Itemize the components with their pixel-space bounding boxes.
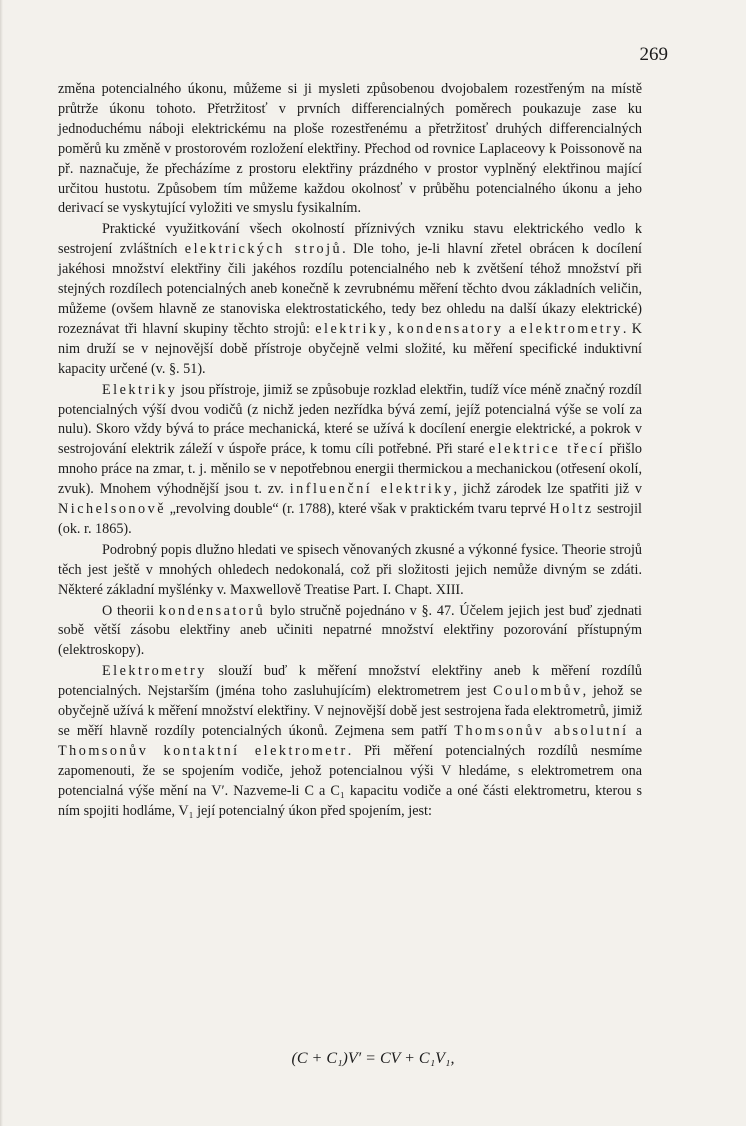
text-run: . K nim druží se v nejnovější době přístroje obyčejně velmi složité, ku měření specifické induktivní kapacity určené (v. §. 51). [58, 320, 642, 377]
spaced-term: Elektriky [102, 381, 178, 398]
text-run: bylo stručně pojednáno v §. 47. Účelem jejich jest buď zjednati sobě větší zásobu elektřiny aneb učiniti nepatrné množství elektřiny pozorování přístupným (elektroskopy). [58, 602, 642, 659]
text-run: , jichž zárodek lze spatřiti již v [453, 481, 642, 498]
text-run: Praktické využitkování všech okolností příznivých vzniku stavu elektrického vedlo k sestrojení zvláštních [58, 221, 642, 258]
spaced-term: Elektrometry [102, 663, 207, 680]
text-run: . Dle toho, je-li hlavní zřetel obrácen k docílení jakéhosi množství elektřiny čili jakéhos rozdílu potencialného neb k zvětšení téhož množství při stejných rozdílech potencialných aneb konečně k zevrubnému měření těchto dvou základních veličin, můžeme (ovšem hlavně ze stanoviska elektrostatického, tedy bez ohledu na další úkazy elektrické) rozeznávat tři hlavní skupiny těchto strojů: [58, 241, 642, 337]
text-run: slouží buď k měření množství elektřiny aneb k měření rozdílů potencialných. Nejstarším (jména toho zasluhujícím) elektrometrem jest [58, 663, 642, 700]
text-run: , jehož se obyčejně užívá k měření množství elektřiny. V nejnovější době jest sestrojena řada elektrometrů, jimiž se měří hlavně rozdíly potencialných úkonů. Zejmena sem patří [58, 683, 642, 739]
paragraph [58, 662, 642, 821]
text-run: a [628, 723, 642, 739]
paragraph [58, 80, 642, 219]
spaced-term: Coulombův [493, 683, 583, 700]
spaced-term: Thomsonův kontaktní elektrometr [58, 742, 348, 759]
text-run: změna potencialného úkonu, můžeme si ji mysleti způsobenou dvojobalem rozestřeným na místě průtrže úkonu tohoto. Přetržitosť v prvních differencialných poměrech poukazuje zase ku jednoduchému náboji elektrickému na ploše rozestřenému a přetržitosť druhých differencialných poměrů ku změně v prostorovém rozložení elektřiny. Přechod od rovnice Laplaceovy k Poissonově na př. naznačuje, že přecházíme z prostoru elektřiny prázdného v prostor vyplněný elektřinou mající určitou hustotu. Způsobem tím můžeme každou okolnosť v průběhu potencialného úkonu a jeho derivací se vyskytující vyložiti ve smyslu fysikalním. [58, 81, 642, 217]
spaced-term: influenční elektriky [289, 481, 454, 498]
text-run: Podrobný popis dlužno hledati ve spisech věnovaných zkusné a výkonné fysice. Theorie strojů těch jest ještě v mnohých ohledech nedokonalá, což při složitosti jejich nemůže divným se zdáti. Některé základní myšlénky v. Maxwellově Treatise Part. I. Chapt. XIII. [58, 541, 642, 598]
paragraph [58, 220, 642, 379]
text-body [58, 80, 642, 822]
spaced-term: elektrice třecí [488, 441, 606, 458]
spaced-term: elektrických strojů [184, 241, 343, 258]
formula: (C + C₁)V′ = CV + C₁V₁, [291, 1050, 455, 1067]
text-run: . Při měření potencialných rozdílů nesmíme zapomenouti, že se spojením vodiče, jehož potencialnou výši V hledáme, s elektrometrem ona potencialná výše mění na V′. Nazveme-li C a C₁ kapacitu vodiče a oné části elektrometru, kterou s ním spojiti hodláme, V₁ její potencialný úkon před spojením, jest: [58, 742, 642, 819]
text-run: sestrojil (ok. r. 1865). [58, 501, 642, 537]
spaced-term: kondensatorů [158, 602, 266, 619]
paragraph [58, 602, 642, 662]
text-run: přišlo mnoho práce na zmar, t. j. měnilo se v nepotřebnou energii thermickou a mechanickou (otřesení okolí, zvuk). Mnohem výhodnější jsou t. zv. [58, 441, 642, 498]
text-run: a [503, 320, 521, 337]
spaced-term: elektriky [315, 320, 389, 337]
spaced-term: Nichelsonově [58, 501, 167, 518]
text-run: „revolving double“ (r. 1788), které však v praktickém tvaru teprvé [166, 501, 550, 518]
paragraph [58, 541, 642, 601]
page-number: 269 [639, 44, 668, 65]
page-edge [0, 0, 3, 1126]
spaced-term: kondensatory [397, 320, 504, 337]
text-run: , [388, 320, 398, 337]
text-run: jsou přístroje, jimiž se způsobuje rozklad elektřin, tudíž více méně značný rozdíl potencialných výší dvou vodičů (z nichž jeden nezřídka bývá zemí, jejíž potencialná výše se volí za nulu). Skoro vždy bývá to práce mechanická, které se užívá k docílení energie elektrické, a pokrok v sestrojování elektrik záleží v úspoře práce, k tomu cíli potřebné. Při staré [58, 381, 642, 458]
spaced-term: Holtz [549, 501, 594, 518]
paragraph [58, 381, 642, 540]
spaced-term: Thomsonův absolutní [454, 723, 629, 739]
text-run: O theorii [102, 602, 159, 619]
spaced-term: elektrometry [520, 320, 623, 337]
